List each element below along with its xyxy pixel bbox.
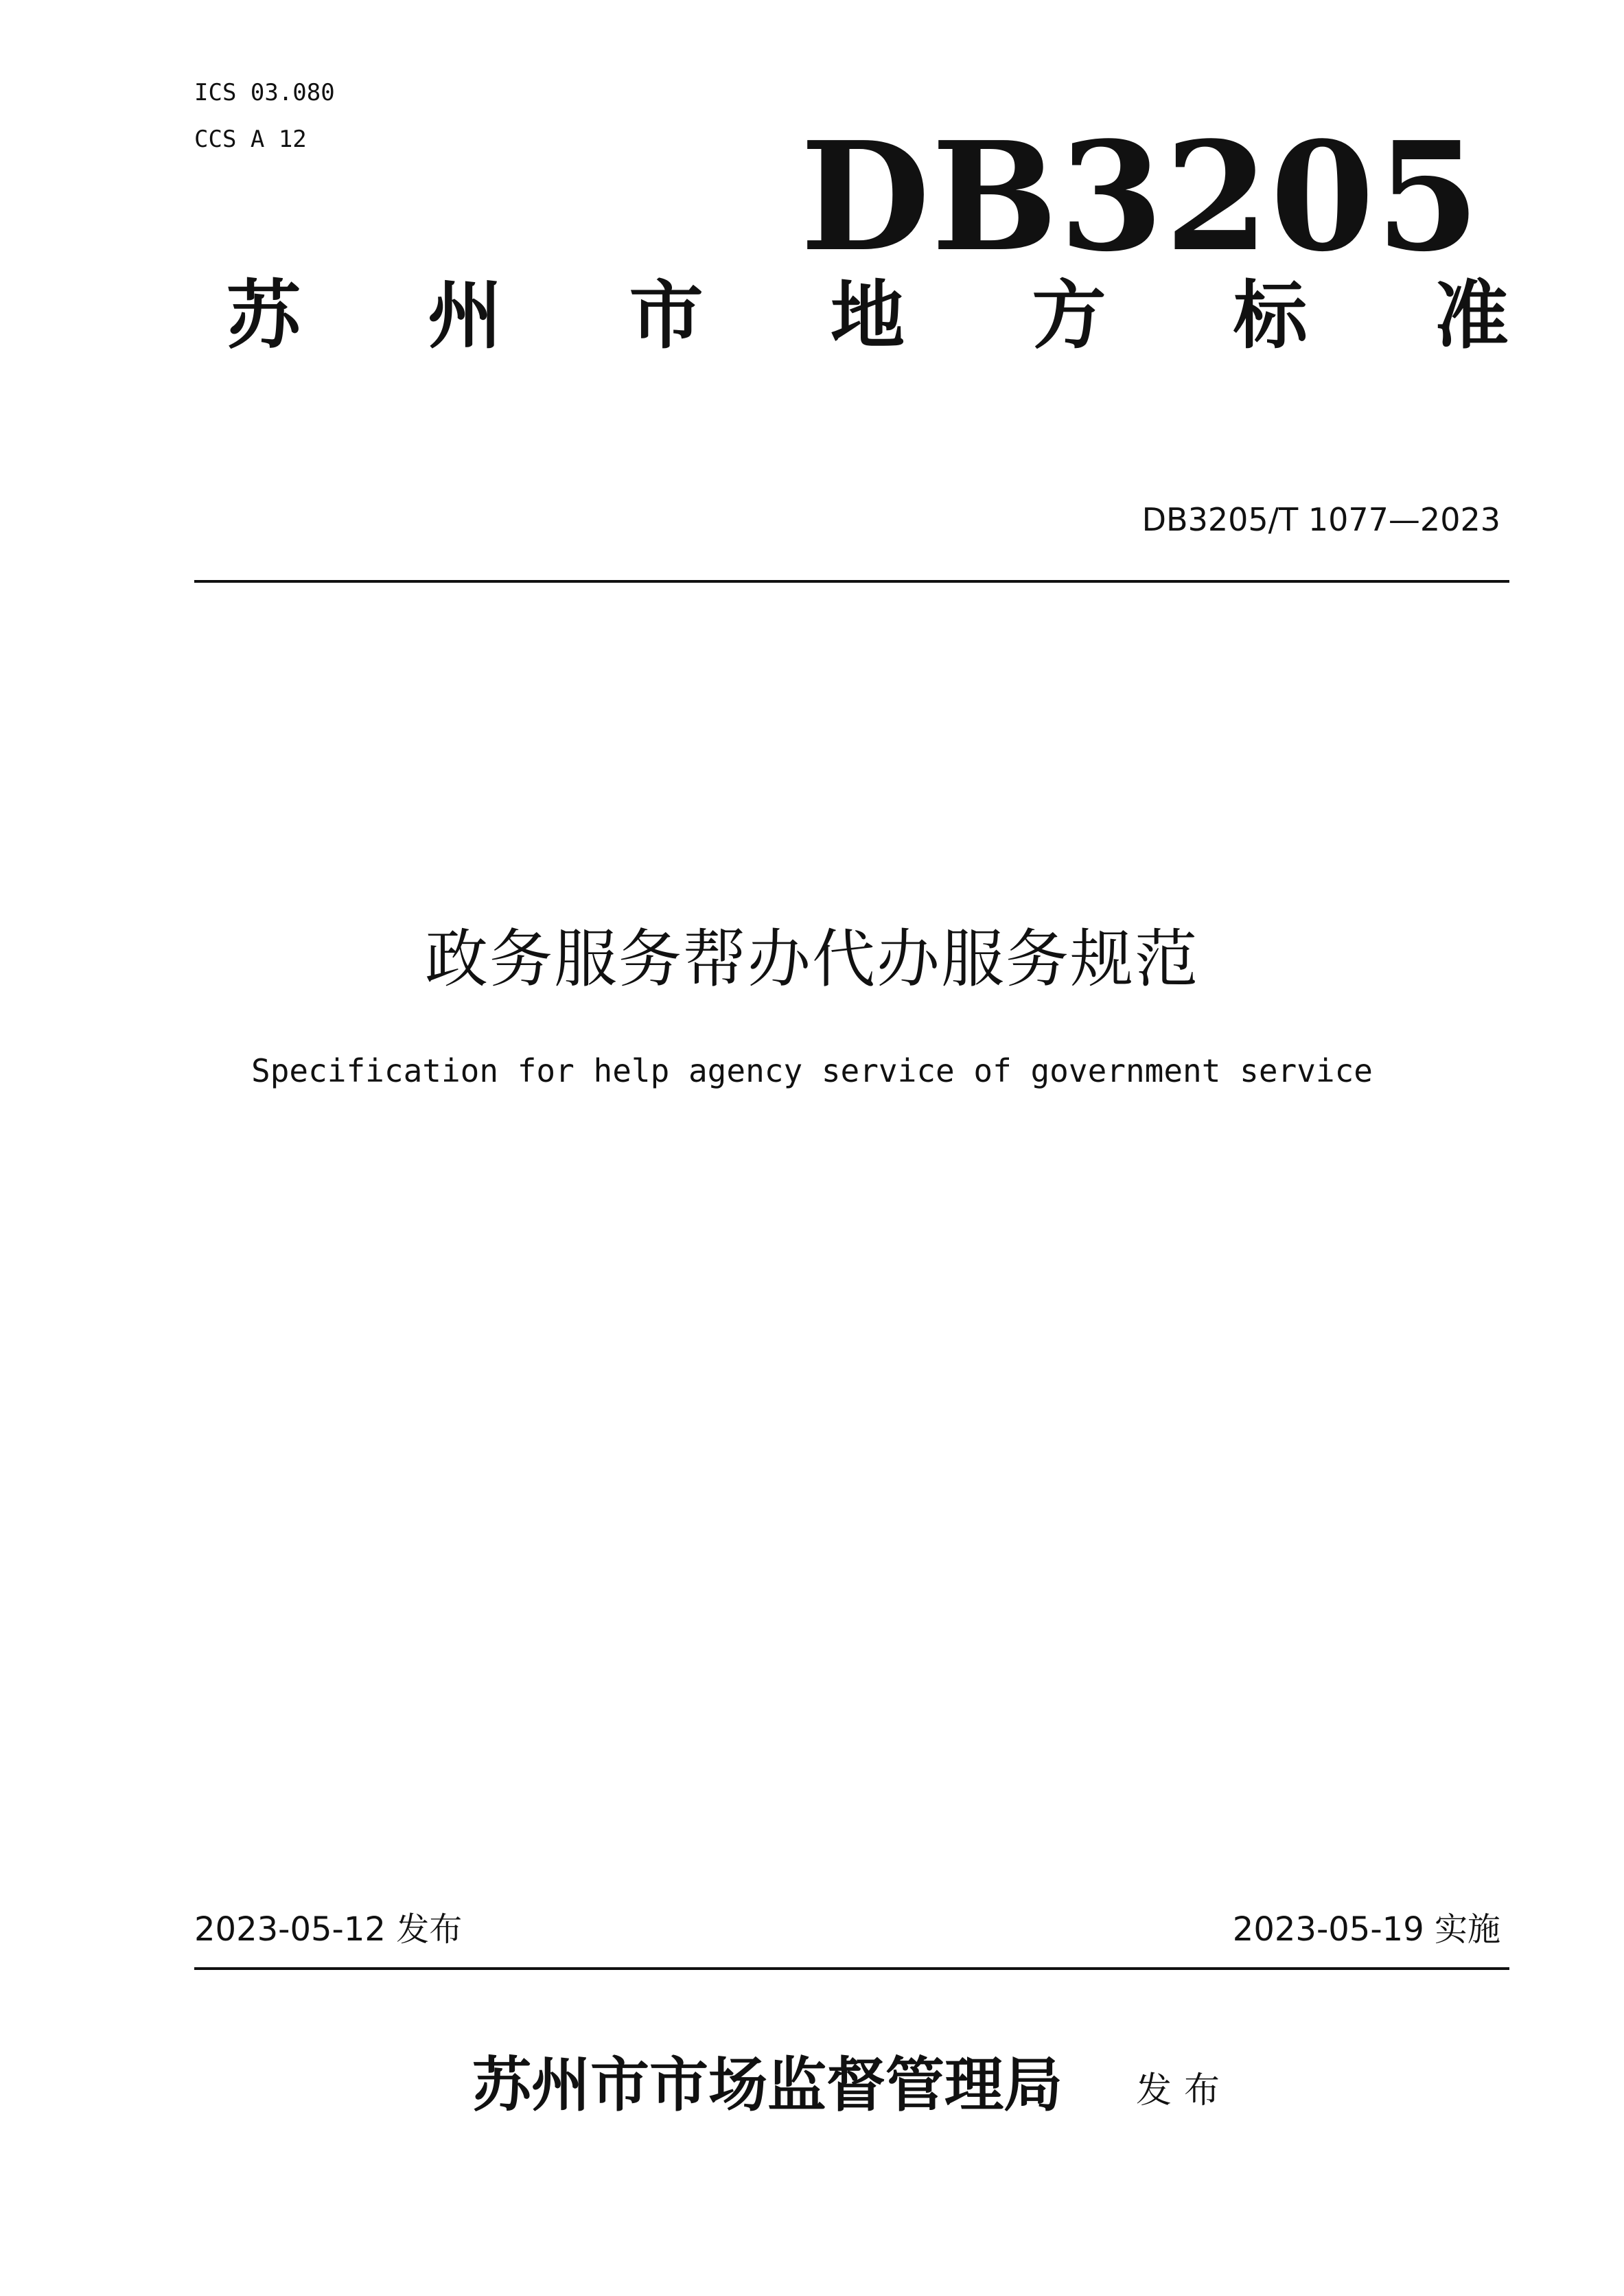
top-divider bbox=[194, 580, 1509, 583]
standard-code: DB3205/T 1077—2023 bbox=[1141, 501, 1500, 538]
standard-type-char: 苏 bbox=[227, 272, 301, 359]
publish-date: 2023-05-12 发布 bbox=[194, 1910, 463, 1949]
ccs-code: CCS A 12 bbox=[194, 126, 307, 153]
standard-type-char: 标 bbox=[1233, 272, 1308, 359]
implement-date: 2023-05-19 实施 bbox=[1232, 1910, 1500, 1949]
ics-code: ICS 03.080 bbox=[194, 79, 335, 106]
db-standard-mark: DB3205 bbox=[800, 109, 1481, 285]
standard-type-char: 方 bbox=[1032, 272, 1106, 359]
issuer-suffix: 发布 bbox=[1136, 2070, 1233, 2111]
standard-type-char: 准 bbox=[1434, 272, 1509, 359]
standard-type-char: 州 bbox=[428, 272, 502, 359]
title-chinese: 政务服务帮办代办服务规范 bbox=[424, 923, 1199, 996]
standard-type-heading bbox=[227, 272, 1509, 359]
title-english: Specification for help agency service of government service bbox=[251, 1052, 1373, 1089]
standard-type-char: 市 bbox=[629, 272, 704, 359]
bottom-divider bbox=[194, 1967, 1509, 1970]
standard-type-char: 地 bbox=[830, 272, 905, 359]
issuer-name: 苏州市市场监督管理局 bbox=[472, 2050, 1063, 2120]
